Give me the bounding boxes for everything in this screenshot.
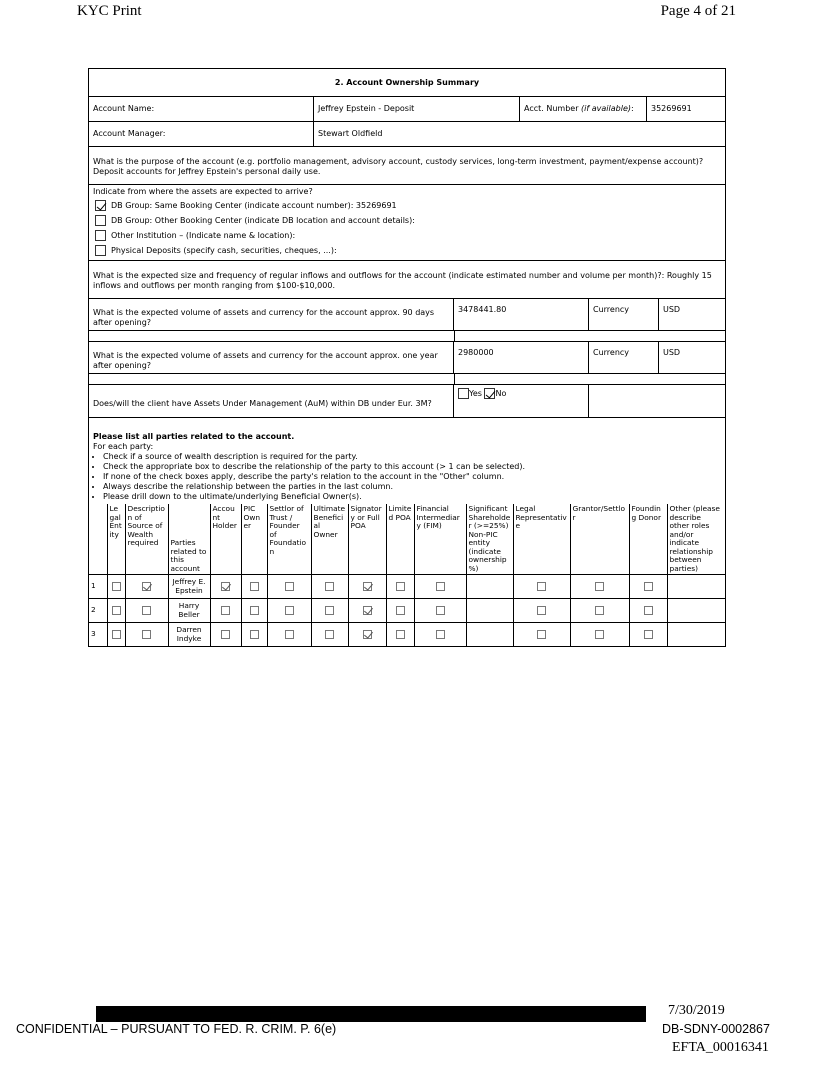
account-manager-row [89, 122, 725, 147]
aum-question: Does/will the client have Assets Under Management (AuM) within DB under Eur. 3M? [89, 385, 454, 417]
section-title: 2. Account Ownership Summary [89, 69, 725, 97]
checkbox[interactable] [112, 582, 121, 591]
checkbox[interactable] [436, 582, 445, 591]
origin-option-physical-deposits[interactable]: Physical Deposits (specify cash, securities, cheques, ...): [89, 243, 725, 258]
account-number-note: (if available) [581, 104, 631, 113]
checkbox[interactable] [285, 582, 294, 591]
parties-intro: For each party: [93, 442, 154, 451]
party-check-cell [125, 575, 168, 599]
bullet: • Check if a source of wealth description is required for the party. [103, 452, 721, 462]
party-other [667, 599, 725, 623]
checkbox[interactable] [250, 582, 259, 591]
party-check-cell [570, 599, 629, 623]
party-check-cell [348, 599, 386, 623]
volume-90-value: 3478441.80 [454, 299, 589, 330]
checkbox[interactable] [436, 606, 445, 615]
account-manager-label: Account Manager: [89, 122, 314, 146]
account-ownership-form [88, 68, 726, 647]
header-left: KYC Print [77, 3, 142, 19]
party-check-cell [311, 575, 348, 599]
checkbox[interactable] [285, 606, 294, 615]
bullet: • Always describe the relationship between the parties in the last column. [103, 482, 721, 492]
party-row [89, 575, 725, 599]
account-number-value: 35269691 [651, 104, 692, 113]
checkbox[interactable] [396, 606, 405, 615]
checkbox[interactable] [95, 245, 106, 256]
origin-option-other-institution[interactable]: Other Institution – (Indicate name & location): [89, 228, 725, 243]
party-check-cell [107, 623, 125, 647]
party-check-cell [629, 575, 667, 599]
origin-option-same-booking[interactable]: DB Group: Same Booking Center (indicate account number): 35269691 [89, 198, 725, 213]
col-legal-entity: Legal Entity [107, 504, 125, 575]
checkbox[interactable] [537, 582, 546, 591]
checkbox[interactable] [95, 215, 106, 226]
checkbox[interactable] [363, 630, 372, 639]
checkbox[interactable] [396, 582, 405, 591]
purpose-row [89, 147, 725, 185]
volume-90-currency: USD [663, 305, 681, 314]
aum-row [89, 385, 725, 418]
checkbox[interactable] [644, 630, 653, 639]
spacer-cell [89, 331, 455, 341]
footer-date: 7/30/2019 [668, 1003, 725, 1018]
party-check-cell [348, 623, 386, 647]
parties-table [89, 504, 725, 646]
parties-header-row [89, 504, 725, 575]
party-check-cell [386, 599, 414, 623]
checkbox[interactable] [95, 230, 106, 241]
party-check-cell [241, 599, 267, 623]
volume-year-currency-label: Currency [589, 342, 659, 373]
parties-instructions [89, 418, 725, 504]
bullet: • If none of the check boxes apply, describe the party's relation to the account in the "Other" column. [103, 472, 721, 482]
spacer-cell [89, 374, 455, 384]
col-limited-poa: Limited POA [386, 504, 414, 575]
col-founding-donor: Founding Donor [629, 504, 667, 575]
checkbox[interactable] [142, 630, 151, 639]
aum-yes-checkbox[interactable] [458, 388, 469, 399]
checkbox[interactable] [95, 200, 106, 211]
footer-efta: EFTA_00016341 [672, 1040, 769, 1055]
volume-year-value: 2980000 [454, 342, 589, 373]
party-check-cell [267, 599, 311, 623]
checkbox[interactable] [112, 630, 121, 639]
origin-option-other-booking[interactable]: DB Group: Other Booking Center (indicate DB location and account details): [89, 213, 725, 228]
col-account-holder: Account Holder [210, 504, 241, 575]
party-check-cell [570, 575, 629, 599]
party-check-cell [414, 599, 466, 623]
volume-year-row [89, 342, 725, 374]
party-check-cell [267, 575, 311, 599]
party-num: 3 [89, 623, 107, 647]
col-ubo: Ultimate Beneficial Owner [311, 504, 348, 575]
party-check-cell [241, 575, 267, 599]
col-pic-owner: PIC Owner [241, 504, 267, 575]
checkbox[interactable] [325, 630, 334, 639]
party-check-cell [513, 575, 570, 599]
purpose-question: What is the purpose of the account (e.g. portfolio management, advisory account, custody services, long-term investment, payment/expense account)? Deposit accounts for Jeffrey Epstein's personal daily use. [93, 157, 704, 176]
party-check-cell [311, 599, 348, 623]
page-number: Page 4 of 21 [660, 3, 736, 19]
checkbox[interactable] [250, 606, 259, 615]
col-fim: Financial Intermediary (FIM) [414, 504, 466, 575]
parties-bullets [93, 452, 721, 502]
footer-bates: DB-SDNY-0002867 [662, 1022, 770, 1036]
assets-origin-question: Indicate from where the assets are expected to arrive? [93, 187, 313, 196]
party-check-cell [107, 575, 125, 599]
aum-no-checkbox[interactable] [484, 388, 495, 399]
party-check-cell [348, 575, 386, 599]
checkbox[interactable] [285, 630, 294, 639]
party-check-cell [386, 575, 414, 599]
party-other [667, 623, 725, 647]
party-name: Harry Beller [168, 599, 210, 623]
aum-empty [589, 385, 725, 417]
aum-answer: Yes No [454, 385, 589, 417]
party-row [89, 599, 725, 623]
party-row [89, 623, 725, 647]
party-check-cell [513, 623, 570, 647]
checkbox[interactable] [142, 606, 151, 615]
spacer-row [89, 331, 725, 342]
party-check-cell [466, 575, 513, 599]
col-shareholder: Significant Shareholder (>=25%) Non-PIC entity (indicate ownership %) [466, 504, 513, 575]
checkbox[interactable] [250, 630, 259, 639]
party-check-cell [210, 575, 241, 599]
party-check-cell [414, 575, 466, 599]
party-check-cell [629, 623, 667, 647]
party-check-cell [386, 623, 414, 647]
checkbox[interactable] [644, 582, 653, 591]
volume-year-question: What is the expected volume of assets and currency for the account approx. one year after opening? [89, 342, 454, 373]
party-check-cell [125, 599, 168, 623]
footer-confidential: CONFIDENTIAL – PURSUANT TO FED. R. CRIM. P. 6(e) [16, 1022, 337, 1036]
parties-body [89, 575, 725, 647]
checkbox[interactable] [221, 630, 230, 639]
col-legal-rep: Legal Representative [513, 504, 570, 575]
party-check-cell [267, 623, 311, 647]
bullet: • Check the appropriate box to describe the relationship of the party to this account (> 1 can be selected). [103, 462, 721, 472]
checkbox[interactable] [595, 630, 604, 639]
checkbox[interactable] [396, 630, 405, 639]
party-num: 2 [89, 599, 107, 623]
checkbox[interactable] [595, 606, 604, 615]
party-name: Jeffrey E. Epstein [168, 575, 210, 599]
party-other [667, 575, 725, 599]
checkbox[interactable] [595, 582, 604, 591]
account-name-value: Jeffrey Epstein - Deposit [314, 97, 520, 121]
party-check-cell [125, 623, 168, 647]
checkbox[interactable] [142, 582, 151, 591]
checkbox[interactable] [221, 582, 230, 591]
col-grantor: Grantor/Settlor [570, 504, 629, 575]
redaction-bar [96, 1006, 646, 1022]
party-check-cell [311, 623, 348, 647]
party-check-cell [570, 623, 629, 647]
parties-heading: Please list all parties related to the account. [93, 432, 295, 441]
account-manager-value: Stewart Oldfield [318, 129, 383, 138]
party-check-cell [210, 599, 241, 623]
col-num [89, 504, 107, 575]
assets-origin-block [89, 185, 725, 261]
account-number-label: Acct. Number (if available): [520, 97, 647, 121]
party-check-cell [210, 623, 241, 647]
party-check-cell [466, 623, 513, 647]
checkbox[interactable] [363, 582, 372, 591]
col-source-of-wealth: Description of Source of Wealth required [125, 504, 168, 575]
checkbox[interactable] [363, 606, 372, 615]
volume-90-question: What is the expected volume of assets and currency for the account approx. 90 days after opening? [89, 299, 454, 330]
checkbox[interactable] [436, 630, 445, 639]
col-parties: Parties related to this account [168, 504, 210, 575]
checkbox[interactable] [221, 606, 230, 615]
checkbox[interactable] [112, 606, 121, 615]
flows-row [89, 261, 725, 299]
party-check-cell [466, 599, 513, 623]
party-check-cell [629, 599, 667, 623]
account-name-label: Account Name: [89, 97, 314, 121]
volume-90-currency-label: Currency [589, 299, 659, 330]
checkbox[interactable] [325, 582, 334, 591]
col-signatory: Signatory or Full POA [348, 504, 386, 575]
bullet: • Please drill down to the ultimate/underlying Beneficial Owner(s). [103, 492, 721, 502]
checkbox[interactable] [325, 606, 334, 615]
party-num: 1 [89, 575, 107, 599]
party-name: Darren Indyke [168, 623, 210, 647]
spacer-row-2 [89, 374, 725, 385]
volume-year-currency: USD [663, 348, 681, 357]
party-check-cell [513, 599, 570, 623]
checkbox[interactable] [537, 606, 546, 615]
party-check-cell [414, 623, 466, 647]
checkbox[interactable] [644, 606, 653, 615]
party-check-cell [241, 623, 267, 647]
account-name-row [89, 97, 725, 122]
party-check-cell [107, 599, 125, 623]
col-settlor: Settlor of Trust / Founder of Foundation [267, 504, 311, 575]
col-other: Other (please describe other roles and/or indicate relationship between parties) [667, 504, 725, 575]
checkbox[interactable] [537, 630, 546, 639]
volume-90-row [89, 299, 725, 331]
flows-question: What is the expected size and frequency of regular inflows and outflows for the account (indicate estimated number and volume per month)?: Roughly 15 inflows and outflows per month ranging from $100-$10,000. [93, 271, 712, 290]
